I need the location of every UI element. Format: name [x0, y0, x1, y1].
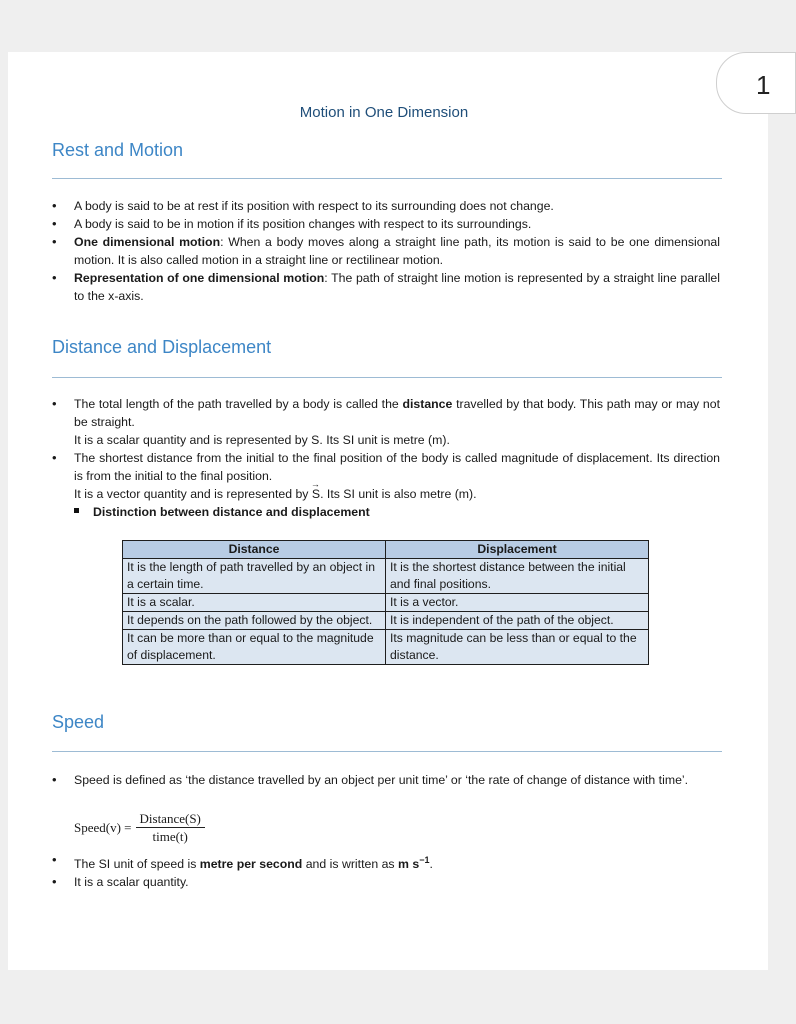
document-title: Motion in One Dimension: [299, 104, 469, 121]
table-header-row: [123, 541, 649, 559]
section-divider: [52, 377, 722, 378]
table-cell: It is a scalar.: [123, 594, 386, 612]
distance-displacement-table: [122, 540, 649, 665]
list-item: • It is a scalar quantity.: [52, 873, 720, 891]
table-cell: It is a vector.: [386, 594, 649, 612]
vector-symbol: → S: [312, 485, 320, 503]
speed-bullet-list: [52, 771, 720, 789]
distance-bullet-list: [52, 395, 720, 503]
table-cell: It depends on the path followed by the object.: [123, 612, 386, 630]
sub-bullet: Distinction between distance and displacement: [74, 505, 370, 519]
square-bullet-icon: [74, 508, 79, 513]
list-item: • The SI unit of speed is metre per second and is written as m $s^{-1}$.: [52, 851, 720, 873]
section-divider: [52, 751, 722, 752]
list-item: • A body is said to be at rest if its position with respect to its surrounding does not change.: [52, 197, 720, 215]
heading-rest-and-motion: Rest and Motion: [52, 140, 184, 160]
list-item: • Speed is defined as ‘the distance travelled by an object per unit time’ or ‘the rate of change of distance with time’.: [52, 771, 720, 789]
table-row: [123, 559, 649, 594]
list-item: • A body is said to be in motion if its position changes with respect to its surroundings.: [52, 215, 720, 233]
section-divider: [52, 178, 722, 179]
column-header: Distance: [123, 541, 386, 559]
table-cell: It is the shortest distance between the initial and final positions.: [386, 559, 649, 594]
table-row: [123, 594, 649, 612]
list-item: • Representation of one dimensional motion: The path of straight line motion is represented by a straight line parallel to the x-axis.: [52, 269, 720, 305]
table-cell: Its magnitude can be less than or equal to the distance.: [386, 630, 649, 665]
table-cell: It is the length of path travelled by an object in a certain time.: [123, 559, 386, 594]
table-cell: It can be more than or equal to the magnitude of displacement.: [123, 630, 386, 665]
list-item: • The total length of the path travelled by a body is called the distance travelled by that body. This path may or may not be straight. It is a scalar quantity and is represented by S. Its SI unit is metre (m).: [52, 395, 720, 449]
heading-distance-and-displacement: Distance and Displacement: [52, 337, 272, 357]
table-cell: It is independent of the path of the object.: [386, 612, 649, 630]
formula-denominator: time(t): [152, 829, 188, 844]
speed-formula: Speed(v) = $\frac{\text{Distance(S)}}{\text{time(t)}}$: [74, 810, 205, 845]
speed-bullet-list-2: [52, 851, 720, 891]
table-row: [123, 630, 649, 665]
rest-bullet-list: [52, 197, 720, 305]
column-header: Displacement: [386, 541, 649, 559]
list-item: • The shortest distance from the initial to the final position of the body is called magnitude of displacement. Its direction is from the initial to the final position. It is a vector quantity and is represented by → S. Its SI unit is also metre (m).: [52, 449, 720, 503]
formula-numerator: Distance(S): [136, 810, 205, 828]
table-row: [123, 612, 649, 630]
heading-speed: Speed: [52, 712, 105, 732]
page-number: 1: [756, 70, 771, 100]
list-item: • One dimensional motion: When a body moves along a straight line path, its motion is said to be one dimensional motion. It is also called motion in a straight line or rectilinear motion.: [52, 233, 720, 269]
